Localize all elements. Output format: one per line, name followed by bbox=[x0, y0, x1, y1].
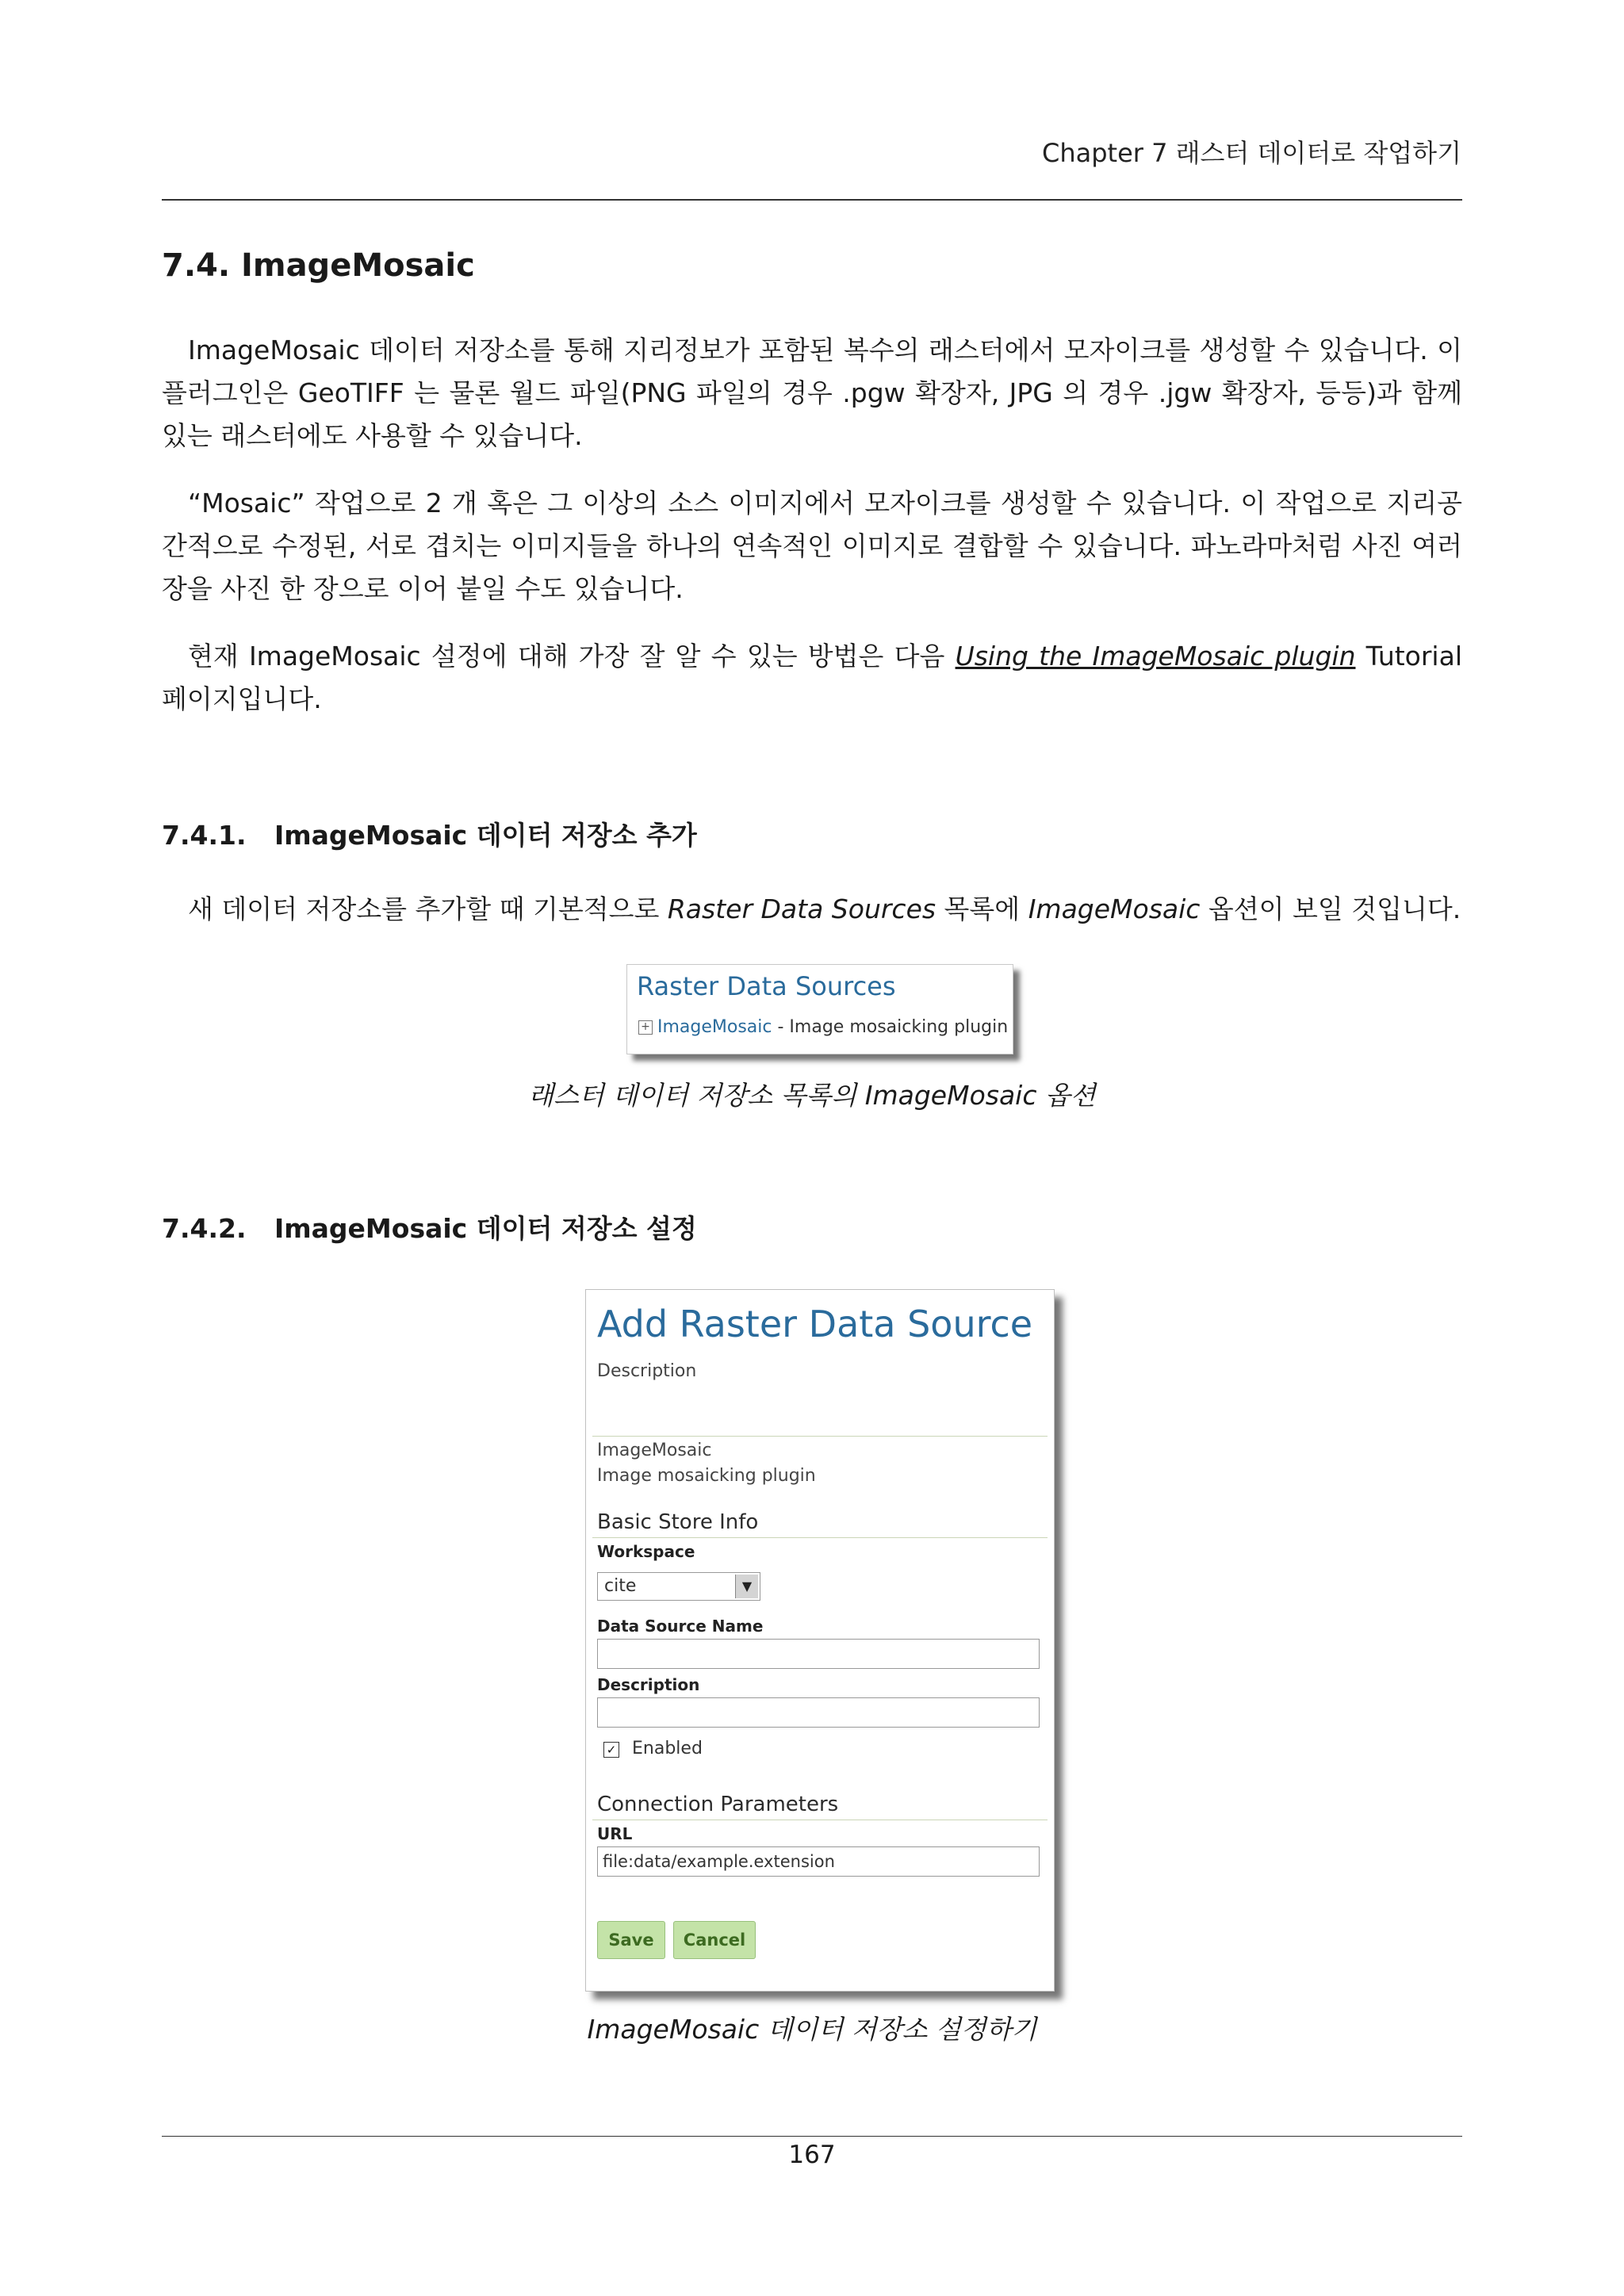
raster-data-sources-screenshot bbox=[626, 964, 1013, 1054]
raster-data-sources-title: Raster Data Sources bbox=[637, 971, 896, 1001]
paragraph-3: 현재 ImageMosaic 설정에 대해 가장 잘 알 수 있는 방법은 다음 Using the ImageMosaic plugin Tutorial 페이지입니다. bbox=[162, 641, 1462, 714]
paragraph-1: ImageMosaic 데이터 저장소를 통해 지리정보가 포함된 복수의 래스터에서 모자이크를 생성할 수 있습니다. 이 플러그인은 GeoTIFF 는 물론 월드 파일(PNG 파일의 경우 .pgw 확장자, JPG 의 경우 .jgw 확장자, 등등)과 함께 있는 래스터에도 사용할 수 있습니다. bbox=[162, 335, 1462, 451]
workspace-select[interactable]: cite ▼ bbox=[597, 1572, 760, 1601]
expand-icon: + bbox=[638, 1020, 653, 1035]
cancel-button[interactable]: Cancel bbox=[673, 1921, 756, 1959]
enabled-checkbox[interactable]: ✓ bbox=[603, 1742, 619, 1758]
workspace-label: Workspace bbox=[597, 1542, 695, 1561]
dropdown-arrow-icon[interactable]: ▼ bbox=[735, 1575, 758, 1598]
connection-parameters-heading: Connection Parameters bbox=[597, 1793, 839, 1816]
header-rule bbox=[162, 199, 1462, 201]
data-source-name-label: Data Source Name bbox=[597, 1617, 764, 1636]
paragraph-intro bbox=[162, 329, 1462, 457]
paragraph-tutorial bbox=[162, 635, 1462, 721]
description-label: Description bbox=[597, 1675, 700, 1694]
subsection-heading-1: 7.4.1. ImageMosaic 데이터 저장소 추가 bbox=[162, 820, 697, 851]
subsection-1-text: 새 데이터 저장소를 추가할 때 기본적으로 Raster Data Sources 목록에 ImageMosaic 옵션이 보일 것입니다. bbox=[188, 894, 1461, 924]
paragraph-2: “Mosaic” 작업으로 2 개 혹은 그 이상의 소스 이미지에서 모자이크를 생성할 수 있습니다. 이 작업으로 지리공간적으로 수정된, 서로 겹치는 이미지들을 하나의 연속적인 이미지로 결합할 수 있습니다. 파노라마처럼 사진 여러 장을 사진 한 장으로 이어 붙일 수도 있습니다. bbox=[162, 488, 1462, 604]
section-number: 7.4. bbox=[162, 247, 231, 284]
store-type-description: Image mosaicking plugin bbox=[597, 1466, 816, 1486]
basic-store-info-heading: Basic Store Info bbox=[597, 1510, 759, 1534]
description-input[interactable] bbox=[597, 1697, 1040, 1728]
add-raster-data-source-screenshot bbox=[585, 1289, 1055, 1992]
form-title: Add Raster Data Source bbox=[597, 1303, 1033, 1345]
url-label: URL bbox=[597, 1824, 633, 1843]
form-description-label: Description bbox=[597, 1361, 697, 1381]
url-input[interactable]: file:data/example.extension bbox=[597, 1846, 1040, 1877]
imagemosaic-link[interactable]: ImageMosaic bbox=[657, 1017, 772, 1037]
tutorial-link[interactable]: Using the ImageMosaic plugin bbox=[955, 641, 1356, 672]
paragraph-mosaic bbox=[162, 482, 1462, 610]
figure-caption-1: 래스터 데이터 저장소 목록의 ImageMosaic 옵션 bbox=[528, 1080, 1096, 1111]
section-heading bbox=[162, 247, 475, 284]
divider bbox=[592, 1436, 1048, 1437]
save-button[interactable]: Save bbox=[597, 1921, 665, 1959]
footer-rule bbox=[162, 2136, 1462, 2137]
running-header: Chapter 7 래스터 데이터로 작업하기 bbox=[1041, 138, 1461, 168]
imagemosaic-list-item[interactable]: + ImageMosaic - Image mosaicking plugin bbox=[638, 1017, 1008, 1037]
enabled-label: Enabled bbox=[632, 1739, 703, 1758]
section-title: ImageMosaic bbox=[241, 247, 475, 284]
divider bbox=[592, 1537, 1048, 1538]
page-number: 167 bbox=[788, 2141, 836, 2169]
store-type-name: ImageMosaic bbox=[597, 1441, 712, 1460]
subsection-heading-2: 7.4.2. ImageMosaic 데이터 저장소 설정 bbox=[162, 1213, 697, 1244]
figure-caption-2: ImageMosaic 데이터 저장소 설정하기 bbox=[587, 2014, 1037, 2045]
data-source-name-input[interactable] bbox=[597, 1639, 1040, 1669]
